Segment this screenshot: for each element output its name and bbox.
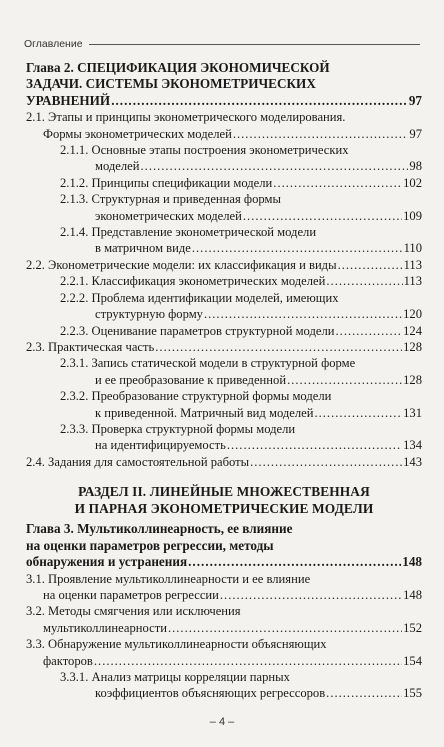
- toc-entry[interactable]: [26, 636, 422, 669]
- toc-entry[interactable]: [26, 273, 422, 289]
- toc-line: [26, 554, 422, 570]
- toc-line: [26, 653, 422, 669]
- toc-line: [60, 224, 422, 240]
- toc-page-number: 154: [403, 653, 422, 668]
- section-heading-line: И ПАРНАЯ ЭКОНОМЕТРИЧЕСКИЕ МОДЕЛИ: [74, 500, 374, 516]
- toc-line: [60, 388, 422, 404]
- toc-text: УРАВНЕНИЙ: [26, 92, 111, 108]
- toc-line: [26, 587, 422, 603]
- toc-line: [60, 669, 422, 685]
- toc-line: [26, 257, 422, 273]
- toc-text: эконометрических моделей: [95, 208, 242, 223]
- toc-line: [26, 126, 422, 142]
- leader-dots: [287, 372, 402, 388]
- toc-entry[interactable]: [26, 454, 422, 470]
- toc-line: [26, 93, 422, 109]
- toc-line: [60, 685, 422, 701]
- leader-dots: [111, 93, 408, 109]
- table-of-contents: [26, 60, 422, 702]
- toc-entry[interactable]: [26, 323, 422, 339]
- toc-page-number: 102: [403, 175, 422, 190]
- toc-line: [26, 76, 422, 92]
- toc-text: на оценки параметров регрессии, методы: [26, 537, 274, 553]
- toc-text: ЗАДАЧИ. СИСТЕМЫ ЭКОНОМЕТРИЧЕСКИХ: [26, 76, 316, 92]
- toc-page-number: 109: [403, 208, 422, 223]
- leader-dots: [243, 208, 402, 224]
- leader-dots: [273, 175, 402, 191]
- toc-text: 2.1. Этапы и принципы эконометрического моделирования.: [26, 110, 346, 125]
- toc-text: 3.1. Проявление мультиколлинеарности и ее влияние: [26, 571, 311, 586]
- leader-dots: [141, 158, 409, 174]
- toc-text: 2.4. Задания для самостоятельной работы: [26, 454, 250, 469]
- leader-dots: [94, 653, 402, 669]
- toc-line: [26, 339, 422, 355]
- toc-text: в матричном виде: [95, 241, 191, 256]
- leader-dots: [336, 323, 403, 339]
- toc-entry[interactable]: [26, 224, 422, 257]
- toc-line: [60, 372, 422, 388]
- toc-page-number: 98: [409, 159, 422, 174]
- toc-line: [60, 273, 422, 289]
- toc-page-number: 131: [403, 405, 422, 420]
- toc-text: 2.2. Эконометрические модели: их классификация и виды: [26, 257, 337, 272]
- leader-dots: [250, 454, 402, 470]
- toc-page-number: 134: [403, 438, 422, 453]
- leader-dots: [326, 685, 402, 701]
- toc-text: факторов: [43, 653, 93, 668]
- toc-entry[interactable]: [26, 355, 422, 388]
- toc-chapter-3[interactable]: [26, 521, 422, 570]
- header-title: Оглавление: [24, 38, 83, 50]
- toc-text: на оценки параметров регрессии: [43, 587, 219, 602]
- toc-entry[interactable]: [26, 388, 422, 421]
- toc-text: к приведенной. Матричный вид моделей: [95, 405, 314, 420]
- toc-chapter-2[interactable]: [26, 60, 422, 109]
- toc-entry[interactable]: [26, 421, 422, 454]
- toc-entry[interactable]: [26, 669, 422, 702]
- toc-line: [26, 620, 422, 636]
- toc-entry[interactable]: [26, 191, 422, 224]
- toc-page-number: 148: [403, 587, 422, 602]
- toc-entries-chapter-2: [26, 109, 422, 470]
- toc-line: [26, 538, 422, 554]
- leader-dots: [188, 554, 401, 570]
- toc-line: [26, 454, 422, 470]
- toc-text: Формы эконометрических моделей: [43, 126, 232, 141]
- toc-text: 2.2.3. Оценивание параметров структурной модели: [60, 323, 335, 338]
- toc-page-number: 97: [409, 126, 422, 141]
- leader-dots: [155, 339, 402, 355]
- toc-text: 2.2.2. Проблема идентификации моделей, имеющих: [60, 290, 339, 305]
- leader-dots: [326, 273, 402, 289]
- toc-text: Глава 2. СПЕЦИФИКАЦИЯ ЭКОНОМИЧЕСКОЙ: [26, 60, 330, 75]
- leader-dots: [192, 240, 403, 256]
- toc-page-number: 113: [403, 274, 422, 289]
- toc-text: Глава 3. Мультиколлинеарность, ее влияние: [26, 521, 293, 537]
- toc-text: 2.3.3. Проверка структурной формы модели: [60, 421, 296, 436]
- toc-text: на идентифицируемость: [95, 438, 226, 453]
- toc-entry[interactable]: [26, 339, 422, 355]
- toc-page-number: 113: [403, 257, 422, 272]
- toc-line: [26, 109, 422, 125]
- toc-text: 2.1.2. Принципы спецификации модели: [60, 175, 273, 190]
- toc-page-number: 124: [403, 323, 422, 338]
- toc-text: коэффициентов объясняющих регрессоров: [95, 686, 326, 701]
- toc-text: мультиколлинеарности: [43, 620, 167, 635]
- toc-line: [60, 142, 422, 158]
- leader-dots: [227, 437, 402, 453]
- toc-line: [26, 60, 422, 76]
- toc-line: [26, 521, 422, 537]
- toc-text: 2.1.4. Представление эконометрической модели: [60, 225, 317, 240]
- toc-page-number: 128: [403, 339, 422, 354]
- toc-text: 3.3. Обнаружение мультиколлинеарности объясняющих: [26, 637, 327, 652]
- toc-page-number: 120: [403, 307, 422, 322]
- toc-line: [60, 240, 422, 256]
- toc-line: [60, 191, 422, 207]
- toc-line: [60, 355, 422, 371]
- toc-line: [60, 290, 422, 306]
- toc-line: [60, 437, 422, 453]
- leader-dots: [220, 587, 402, 603]
- leader-dots: [314, 405, 402, 421]
- toc-entry[interactable]: [26, 175, 422, 191]
- leader-dots: [233, 126, 409, 142]
- leader-dots: [168, 620, 402, 636]
- toc-entry[interactable]: [26, 290, 422, 323]
- toc-text: моделей: [95, 159, 140, 174]
- toc-line: [60, 208, 422, 224]
- toc-line: [26, 603, 422, 619]
- toc-page-number: 97: [408, 92, 422, 108]
- header-rule: [89, 44, 420, 45]
- toc-line: [60, 158, 422, 174]
- page-number-footer: – 4 –: [209, 716, 235, 728]
- toc-text: 2.1.3. Структурная и приведенная формы: [60, 192, 281, 207]
- toc-line: [60, 421, 422, 437]
- toc-text: обнаружения и устранения: [26, 554, 188, 570]
- toc-text: 3.3.1. Анализ матрицы корреляции парных: [60, 670, 290, 684]
- toc-entry[interactable]: [26, 257, 422, 273]
- toc-text: 2.1.1. Основные этапы построения эконометрических: [60, 143, 349, 158]
- toc-entries-chapter-3: [26, 571, 422, 702]
- section-heading: [26, 484, 422, 517]
- toc-line: [60, 323, 422, 339]
- toc-entry[interactable]: [26, 142, 422, 175]
- toc-text: 2.3. Практическая часть: [26, 339, 155, 354]
- toc-page-number: 128: [403, 372, 422, 387]
- toc-page-number: 143: [403, 454, 422, 469]
- toc-line: [60, 405, 422, 421]
- toc-line: [26, 571, 422, 587]
- toc-text: 3.2. Методы смягчения или исключения: [26, 604, 241, 619]
- toc-text: 2.3.1. Запись статической модели в структурной форме: [60, 356, 356, 371]
- toc-page-number: 148: [402, 554, 422, 570]
- toc-line: [60, 175, 422, 191]
- toc-page-number: 110: [403, 241, 422, 256]
- toc-line: [26, 636, 422, 652]
- toc-text: 2.2.1. Классификация эконометрических моделей: [60, 274, 326, 289]
- toc-entry[interactable]: [26, 603, 422, 636]
- toc-text: 2.3.2. Преобразование структурной формы модели: [60, 389, 332, 404]
- leader-dots: [204, 306, 402, 322]
- toc-page-number: 152: [403, 620, 422, 635]
- leader-dots: [338, 257, 403, 273]
- running-header: [24, 38, 420, 50]
- toc-text: и ее преобразование к приведенной: [95, 372, 287, 387]
- section-heading-line: РАЗДЕЛ II. ЛИНЕЙНЫЕ МНОЖЕСТВЕННАЯ: [78, 484, 370, 500]
- toc-line: [60, 306, 422, 322]
- toc-text: структурную форму: [95, 307, 203, 322]
- toc-entry[interactable]: [26, 109, 422, 142]
- toc-entry[interactable]: [26, 571, 422, 604]
- toc-page-number: 155: [403, 686, 422, 701]
